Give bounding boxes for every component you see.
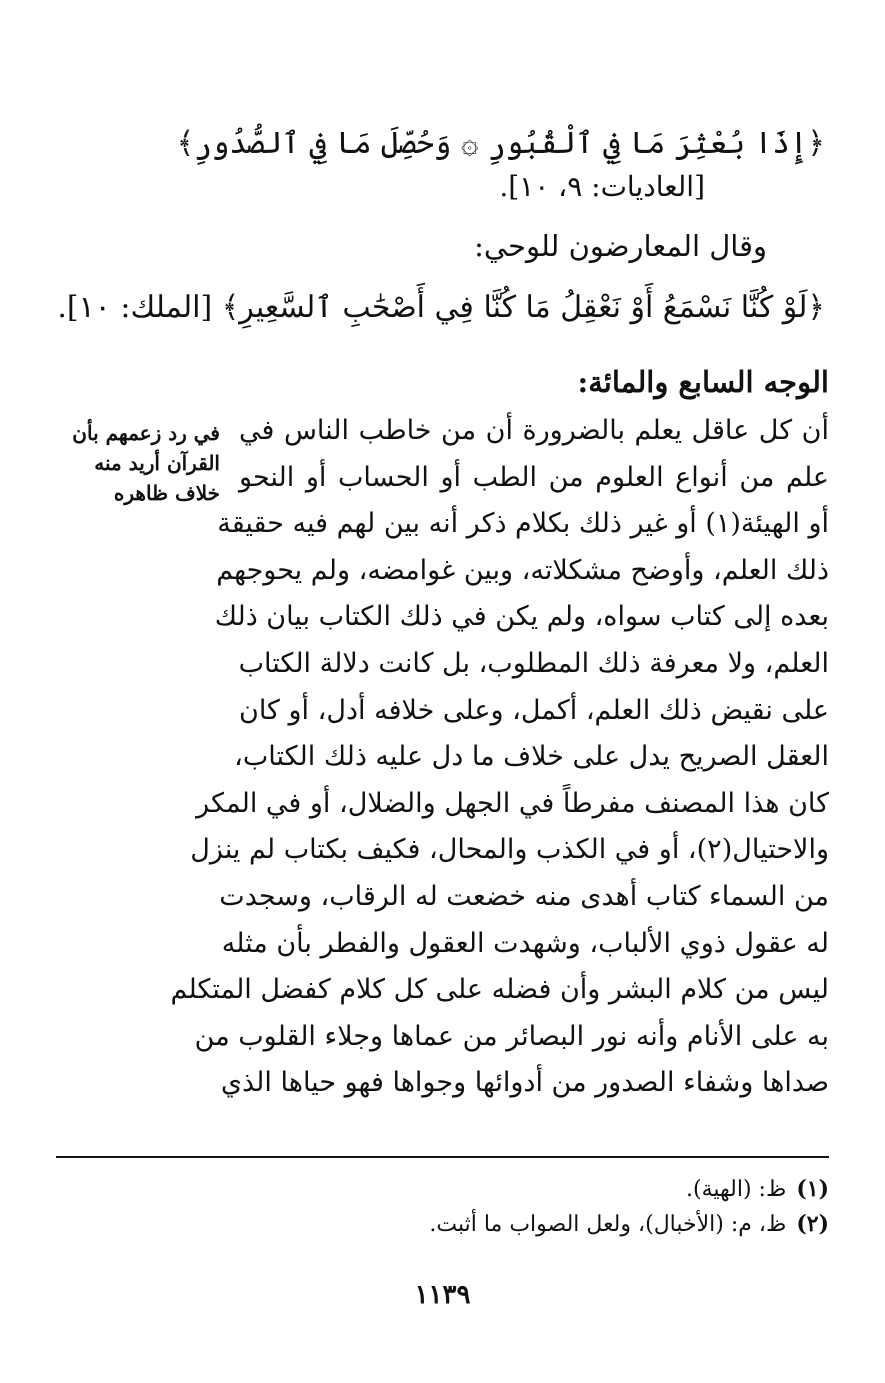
body-paragraph (170, 408, 829, 1107)
body-line: من السماء كتاب أهدى منه خضعت له الرقاب، وسجدت (219, 880, 829, 912)
footnote-text: ظ، م: (الأخبال)، ولعل الصواب ما أثبت. (429, 1212, 787, 1237)
footnote-number: (١) (796, 1176, 829, 1202)
margin-note-line: القرآن أريد منه (94, 451, 220, 475)
body-line: كان هذا المصنف مفرطاً في الجهل والضلال، أو في المكر (196, 787, 829, 819)
intro-line: وقال المعارضون للوحي: (474, 229, 767, 263)
body-line: به على الأنام وأنه نور البصائر من عماها وجلاء القلوب من (194, 1020, 829, 1052)
body-line: أو الهيئة(١) أو غير ذلك بكلام ذكر أنه بين لهم فيه حقيقة (217, 508, 829, 540)
body-line: والاحتيال(٢)، أو في الكذب والمحال، فكيف بكتاب لم ينزل (190, 834, 829, 866)
footnote-item (129, 1172, 829, 1207)
margin-note (60, 418, 220, 508)
footnote-text: ظ: (الهية). (686, 1177, 787, 1202)
body-line: ذلك العلم، وأوضح مشكلاته، وبين غوامضه، ولم يحوجهم (216, 554, 829, 586)
margin-note-line: في رد زعمهم بأن (72, 421, 220, 445)
section-heading: الوجه السابع والمائة: (577, 365, 829, 399)
body-line: العقل الصريح يدل على خلاف ما دل عليه ذلك الكتاب، (234, 741, 829, 773)
body-line: صداها وشفاء الصدور من أدوائها وجواها فهو حياها الذي (220, 1067, 829, 1099)
body-line: ليس من كلام البشر وأن فضله على كل كلام كفضل المتكلم (170, 974, 829, 1006)
footnote-item (129, 1207, 829, 1242)
verse-1-reference: [العاديات: ٩، ١٠]. (499, 170, 705, 203)
body-line: أن كل عاقل يعلم بالضرورة أن من خاطب الناس في (239, 415, 829, 446)
body-line: على نقيض ذلك العلم، أكمل، وعلى خلافه أدل، أو كان (239, 694, 829, 726)
body-line: العلم، ولا معرفة ذلك المطلوب، بل كانت دلالة الكتاب (238, 647, 829, 679)
footnote-separator (56, 1156, 829, 1158)
footnote-number: (٢) (796, 1211, 829, 1237)
body-line: علم من أنواع العلوم من الطب أو الحساب أو النحو (239, 461, 829, 493)
footnotes (129, 1172, 829, 1242)
body-line: له عقول ذوي الألباب، وشهدت العقول والفطر بأن مثله (221, 927, 829, 959)
quran-verse-1: ﴿إِذَا بُعْثِرَ مَا فِي ٱلْقُبُورِ ۞ وَحُصِّلَ مَا فِي ٱلصُّدُورِ﴾ (176, 126, 825, 161)
body-line: بعده إلى كتاب سواه، ولم يكن في ذلك الكتاب بيان ذلك (214, 601, 829, 633)
margin-note-line: خلاف ظاهره (113, 481, 220, 505)
page-number: ١١٣٩ (414, 1280, 471, 1310)
quran-verse-2: ﴿لَوْ كُنَّا نَسْمَعُ أَوْ نَعْقِلُ مَا كُنَّا فِي أَصْحَٰبِ ٱلسَّعِيرِ﴾ [الملك: ١٠]. (57, 290, 825, 325)
